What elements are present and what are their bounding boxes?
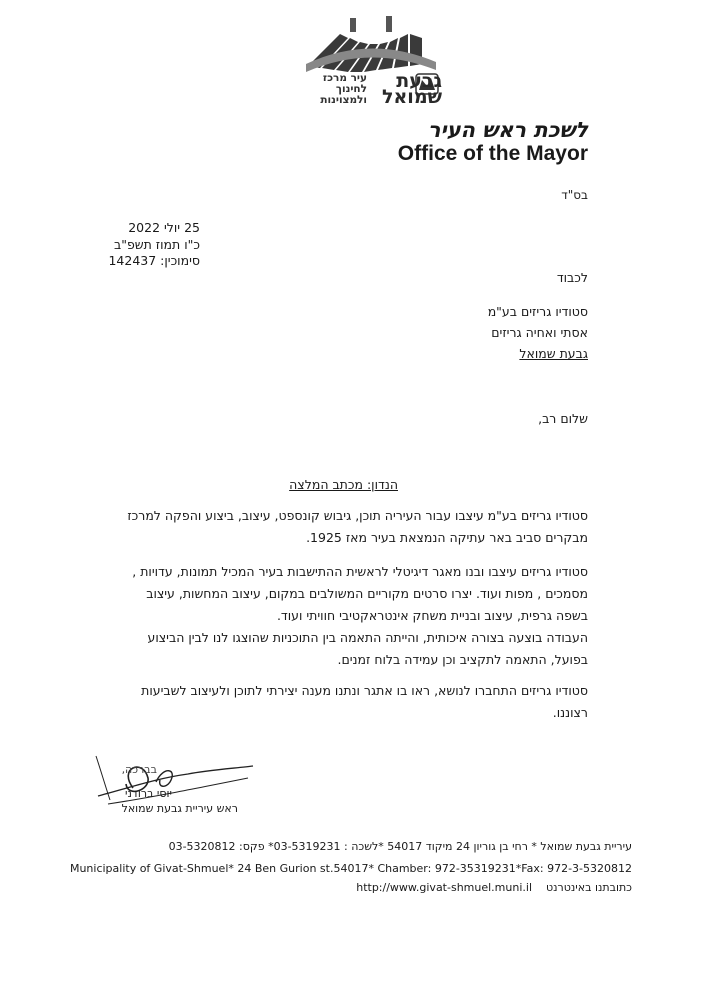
office-title-english: Office of the Mayor — [397, 142, 588, 165]
office-title-hebrew: לשכת ראש העיר — [427, 118, 588, 142]
body-paragraph-1: סטודיו גריזים בע"מ עיצבו עבור העיריה תוכן, גיבוש קונספט, עיצוב, ביצוע והפקה למרכז מבקרים סביב באר עתיקה הנמצאת בעיר מאז 1925. — [127, 508, 588, 545]
subject-line: הנדון: מכתב המלצה — [289, 477, 398, 492]
logo-tagline-line2: לחינוך — [335, 83, 367, 95]
body-paragraph-4: סטודיו גריזים התחברו לנושא, ראו בו אתגר ונתנו מענה יצירתי לתוכן ולעיצוב לשביעות רצוננו. — [141, 683, 588, 720]
footer-english-address: Municipality of Givat-Shmuel* 24 Ben Gurion st.54017* Chamber: 972-35319231*Fax: 972-3-5320812 — [69, 862, 632, 875]
signatory-name: יוסי ברודני — [125, 787, 172, 800]
signatory-title: ראש עיריית גבעת שמואל — [121, 802, 238, 815]
recipient-names: אסתי ואחיה גריזים — [491, 325, 588, 340]
logo-city-name-line2: שמואל — [381, 86, 442, 108]
recipient-city: גבעת שמואל — [519, 346, 588, 361]
reference-number: סימוכין: 142437 — [108, 253, 200, 268]
signature-closing: בברכה, — [121, 763, 157, 776]
footer-web-url[interactable]: http://www.givat-shmuel.muni.il — [356, 881, 532, 894]
logo-tagline-line3: ולמצוינות — [320, 94, 367, 106]
date-hebrew: כ"ו תמוז תשפ"ב — [113, 237, 200, 252]
handwritten-signature-icon — [88, 748, 258, 808]
logo-city-name-line1: גבעת — [396, 70, 442, 92]
recipient-company: סטודיו גריזים בע"מ — [487, 304, 588, 319]
logo-tagline-line1: עיר מרכז — [322, 72, 367, 84]
body-paragraph-2: סטודיו גריזים עיצבו ובנו מאגר דיגיטלי לראשית ההתישבות בעיר המכיל תמונות, עדויות , מסמכים , מפות ועוד. יצרו סרטים מקוריים המשולבים במקום, עיצוב המחשות, עיצוב בשפה גרפית, עיצוב ובניית משחק אינטראקטיבי חוויתי ועוד. — [132, 564, 588, 623]
footer-website — [356, 881, 632, 894]
date-gregorian: 25 יולי 2022 — [128, 220, 200, 235]
bsd-mark: בס"ד — [561, 188, 588, 202]
recipient-label: לכבוד — [556, 270, 588, 285]
footer-web-label: כתובתנו באינטרנט — [546, 881, 632, 894]
footer-hebrew-address: עיריית גבעת שמואל * רחי בן גוריון 24 מיקוד 54017 *לשכה : 03-5319231* פקס: 03-5320812 — [168, 840, 632, 853]
greeting: שלום רב, — [538, 411, 588, 426]
body-paragraph-3: העבודה בוצעה בצורה איכותית, והייתה התאמה בין התוכניות שהוצגו לנו לבין הביצוע בפועל, התאמה לתקציב וכן עמידה בלוח זמנים. — [147, 630, 588, 667]
